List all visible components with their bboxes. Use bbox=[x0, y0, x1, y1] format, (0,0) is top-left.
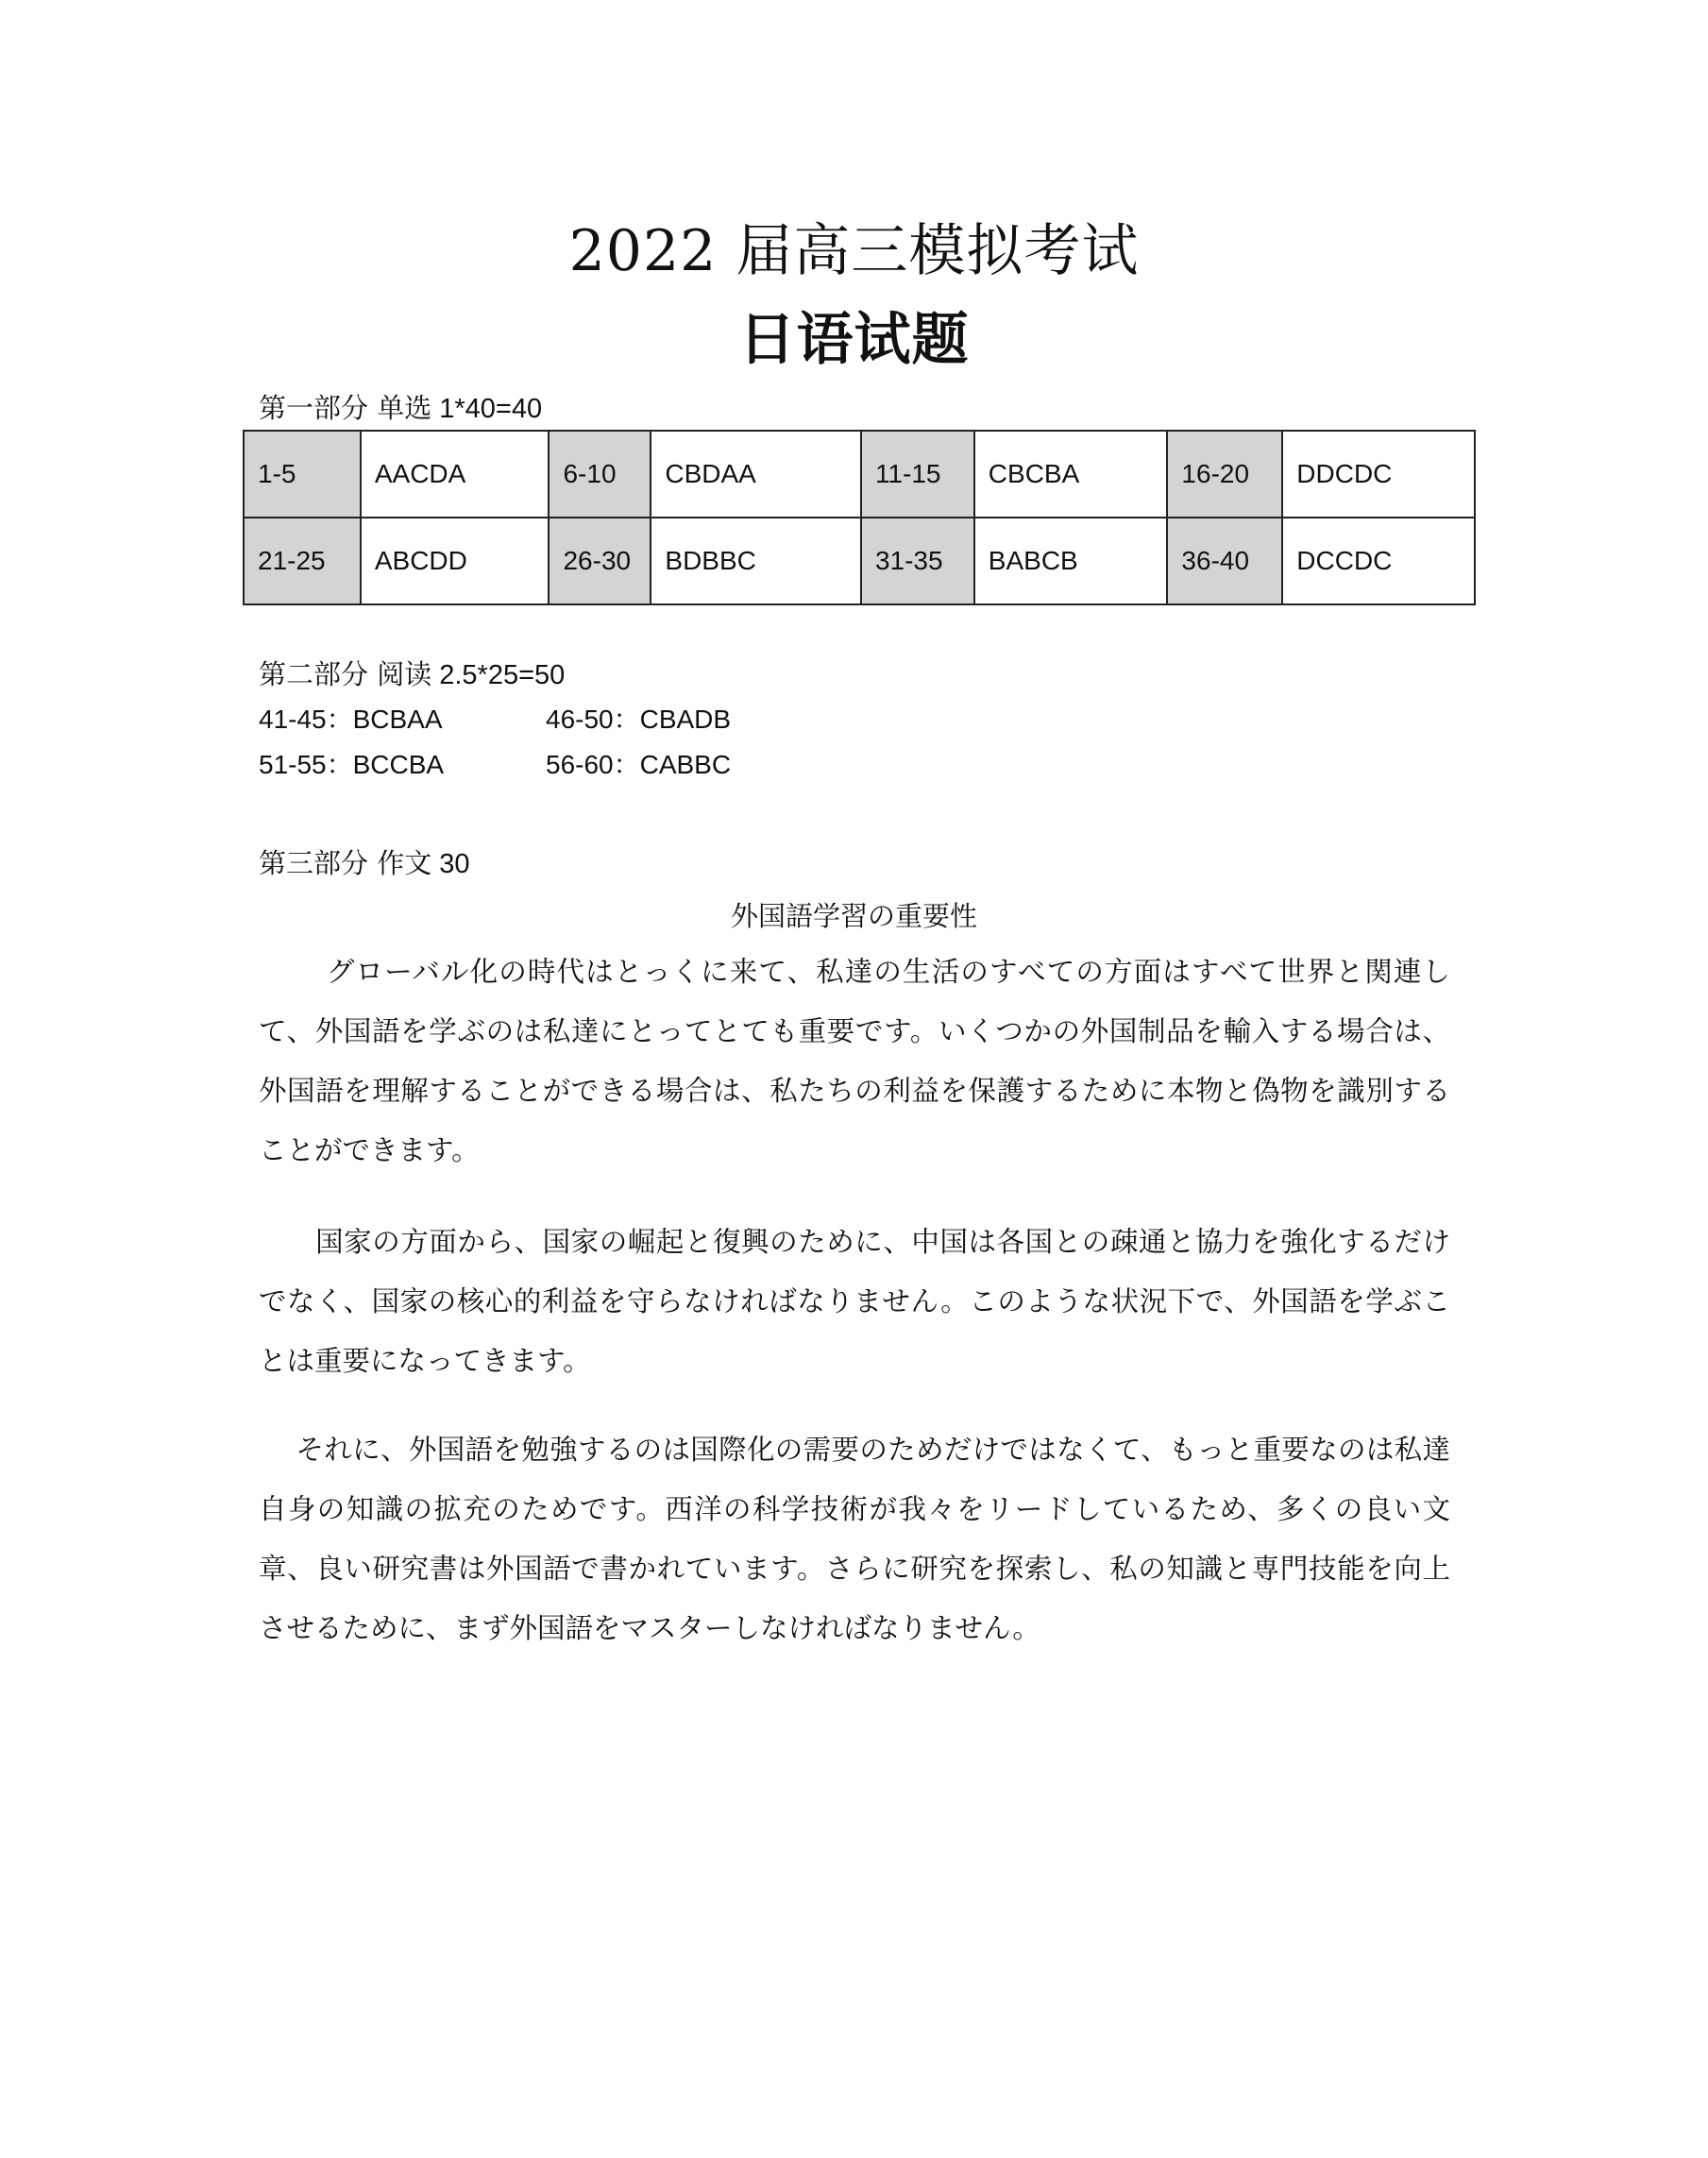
answer-letters: DDCDC bbox=[1282, 431, 1475, 518]
table-row bbox=[244, 518, 1475, 604]
part2-heading-label: 第二部分 阅读 bbox=[259, 658, 432, 690]
table-row bbox=[244, 431, 1475, 518]
answer-range: 21-25 bbox=[244, 518, 361, 604]
answer-letters: ABCDD bbox=[361, 518, 550, 604]
reading-answer: 46-50：CBADB bbox=[546, 705, 732, 734]
part1-answer-table bbox=[243, 430, 1476, 605]
reading-answer: 41-45：BCBAA bbox=[259, 705, 443, 734]
essay-paragraph: 国家の方面から、国家の崛起と復興のために、中国は各国との疎通と協力を強化するだけでなく、国家の核心的利益を守らなければなりません。このような状況下で、外国語を学ぶことは重要になってきます。 bbox=[259, 1226, 1450, 1377]
answer-range: 16-20 bbox=[1167, 431, 1282, 518]
part2-heading bbox=[259, 658, 566, 690]
part3-heading-label: 第三部分 作文 bbox=[259, 847, 432, 879]
answer-letters: DCCDC bbox=[1282, 518, 1475, 604]
reading-answer: 56-60：CABBC bbox=[546, 750, 732, 779]
part1-heading bbox=[259, 392, 543, 424]
answer-range: 1-5 bbox=[244, 431, 361, 518]
essay-paragraph: それに、外国語を勉強するのは国際化の需要のためだけではなくて、もっと重要なのは私達自身の知識の拡充のためです。西洋の科学技術が我々をリードしているため、多くの良い文章、良い研究書は外国語で書かれています。さらに研究を探索し、私の知識と専門技能を向上させるために、まず外国語をマスターしなければなりません。 bbox=[259, 1434, 1450, 1644]
answer-letters: BDBBC bbox=[651, 518, 861, 604]
answer-range: 11-15 bbox=[861, 431, 974, 518]
answer-letters: CBCBA bbox=[974, 431, 1168, 518]
part1-heading-label: 第一部分 单选 bbox=[259, 392, 432, 424]
essay-paragraph: グローバル化の時代はとっくに来て、私達の生活のすべての方面はすべて世界と関連して、外国語を学ぶのは私達にとってとても重要です。いくつかの外国制品を輸入する場合は、外国語を理解することができる場合は、私たちの利益を保護するために本物と偽物を識別することができます。 bbox=[259, 956, 1450, 1166]
reading-answer: 51-55：BCCBA bbox=[259, 750, 445, 779]
part2-score: 2.5*25=50 bbox=[439, 660, 566, 690]
answer-range: 6-10 bbox=[549, 431, 651, 518]
answer-letters: CBDAA bbox=[651, 431, 861, 518]
part1-score: 1*40=40 bbox=[439, 394, 543, 424]
page-title: 2022 届高三模拟考试 bbox=[568, 218, 1140, 284]
answer-range: 36-40 bbox=[1167, 518, 1282, 604]
answer-range: 31-35 bbox=[861, 518, 974, 604]
part3-score: 30 bbox=[439, 849, 470, 879]
answer-letters: BABCB bbox=[974, 518, 1168, 604]
page-subtitle: 日语试题 bbox=[738, 307, 970, 373]
answer-range: 26-30 bbox=[549, 518, 651, 604]
essay-title: 外国語学習の重要性 bbox=[730, 900, 977, 932]
answer-letters: AACDA bbox=[361, 431, 550, 518]
part3-heading bbox=[259, 847, 470, 879]
